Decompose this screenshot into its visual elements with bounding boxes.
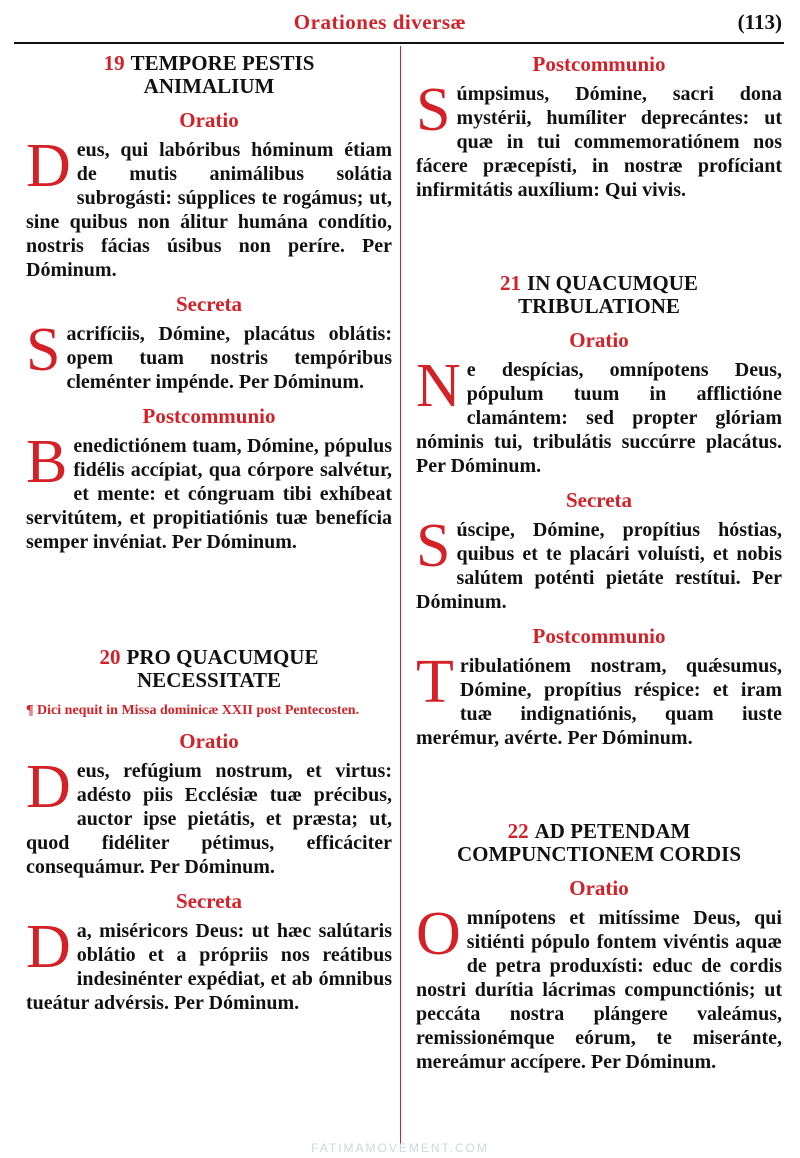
section-title-line1: IN QUACUMQUE	[527, 271, 698, 295]
section-number: 19	[103, 51, 125, 75]
section-20	[26, 646, 392, 1015]
secreta-label: Secreta	[175, 292, 243, 316]
drop-cap: S	[416, 512, 451, 580]
section-20-postcommunio	[416, 52, 782, 202]
oratio-label: Oratio	[569, 876, 629, 900]
drop-cap: D	[26, 753, 71, 821]
secreta-label: Secreta	[565, 488, 633, 512]
postcommunio-text	[26, 428, 392, 554]
prayer-body: enedictiónem tuam, Dómine, pópulus fidélis accípiat, qua córpore salvétur, et mente: et cóngruam tibi exhíbeat servitútem, et propitiatiónis tuæ benefícia semper invéniat. Per Dóminum.	[26, 435, 392, 553]
section-heading	[26, 52, 392, 98]
section-19	[26, 52, 392, 554]
right-column	[416, 52, 782, 1074]
page-number: (113)	[737, 10, 782, 34]
postcommunio-text	[416, 76, 782, 202]
secreta-text	[26, 913, 392, 1015]
postcommunio-label: Postcommunio	[532, 52, 666, 76]
drop-cap: N	[416, 352, 461, 420]
section-title-line2: COMPUNCTIONEM CORDIS	[456, 842, 742, 866]
postcommunio-text	[416, 648, 782, 750]
prayer-body: úscipe, Dómine, propítius hóstias, quibus et te placári voluísti, et nobis salútem poténti pietáte restítui. Per Dóminum.	[416, 519, 782, 613]
column-divider	[400, 46, 401, 1146]
section-title-line2: NECESSITATE	[137, 668, 281, 692]
drop-cap: S	[26, 316, 61, 384]
section-title-line2: ANIMALIUM	[143, 74, 275, 98]
section-heading	[416, 820, 782, 866]
drop-cap: D	[26, 132, 71, 200]
secreta-label: Secreta	[175, 889, 243, 913]
section-heading	[416, 272, 782, 318]
watermark: FATIMAMOVEMENT.COM	[311, 1141, 489, 1155]
header-rule	[14, 42, 784, 44]
oratio-text	[26, 753, 392, 879]
oratio-text	[416, 900, 782, 1074]
drop-cap: S	[416, 76, 451, 144]
prayer-body: eus, refúgium nostrum, et virtus: adésto piis Ecclésiæ tuæ précibus, auctor ipse pietátis, et præsta; ut, quod fidéliter pétimus, efficáciter consequámur. Per Dóminum.	[26, 760, 392, 878]
secreta-text	[26, 316, 392, 394]
drop-cap: B	[26, 428, 68, 496]
section-number: 20	[99, 645, 121, 669]
oratio-text	[416, 352, 782, 478]
section-heading	[26, 646, 392, 692]
oratio-label: Oratio	[179, 729, 239, 753]
oratio-label: Oratio	[569, 328, 629, 352]
oratio-text	[26, 132, 392, 282]
page-header	[0, 0, 800, 44]
prayer-body: mnípotens et mitíssime Deus, qui sitiénti pópulo fontem vivéntis aquæ de petra produxísti: educ de cordis nostri durítia lácrimas compunctiónis; ut peccáta nostra plángere valeámus, remissionémque eórum, te miseránte, mereámur accípere. Per Dóminum.	[416, 907, 782, 1073]
postcommunio-label: Postcommunio	[532, 624, 666, 648]
section-title-line2: TRIBULATIONE	[518, 294, 680, 318]
drop-cap: T	[416, 648, 454, 716]
prayer-body: acrifíciis, Dómine, placátus oblátis: opem tuam nostris tempóribus cleménter impénde. Per Dóminum.	[66, 323, 392, 393]
section-number: 22	[507, 819, 529, 843]
section-title-line1: AD PETENDAM	[534, 819, 691, 843]
prayer-body: e despícias, omnípotens Deus, pópulum tuum in afflictióne clamántem: sed propter glóriam nóminis tui, tribulátis succúrre placátus. Per Dóminum.	[416, 359, 782, 477]
section-title-line1: PRO QUACUMQUE	[126, 645, 319, 669]
section-21	[416, 272, 782, 750]
section-number: 21	[500, 271, 522, 295]
oratio-label: Oratio	[179, 108, 239, 132]
section-22	[416, 820, 782, 1074]
prayer-body: úmpsimus, Dómine, sacri dona mystérii, humíliter deprecántes: ut quæ in tui commemoratiónem nos fácere præcepísti, in nostræ profíciant infirmitátis auxílium: Qui vivis.	[416, 83, 782, 201]
postcommunio-label: Postcommunio	[142, 404, 276, 428]
left-column	[26, 52, 392, 1015]
prayer-body: a, miséricors Deus: ut hæc salútaris oblátio et a própriis nos reátibus indesinénter expédiat, et ab ómnibus tueátur advérsis. Per Dóminum.	[26, 920, 392, 1014]
page-title: Orationes diversæ	[293, 10, 467, 34]
rubric-note: ¶ Dici nequit in Missa dominicæ XXII post Pentecosten.	[26, 703, 360, 718]
section-title-line1: TEMPORE PESTIS	[130, 51, 315, 75]
drop-cap: O	[416, 900, 461, 968]
secreta-text	[416, 512, 782, 614]
prayer-body: ribulatiónem nostram, quǽsumus, Dómine, propítius réspice: et iram tuæ indignatiónis, quam iuste merémur, avérte. Per Dóminum.	[416, 655, 782, 749]
prayer-body: eus, qui labóribus hóminum étiam de mutis animálibus solátia subrogásti: súpplices te rogámus; ut, sine quibus non álitur humána condítio, nostris fácias úsibus non períre. Per Dóminum.	[26, 139, 392, 281]
drop-cap: D	[26, 913, 71, 981]
